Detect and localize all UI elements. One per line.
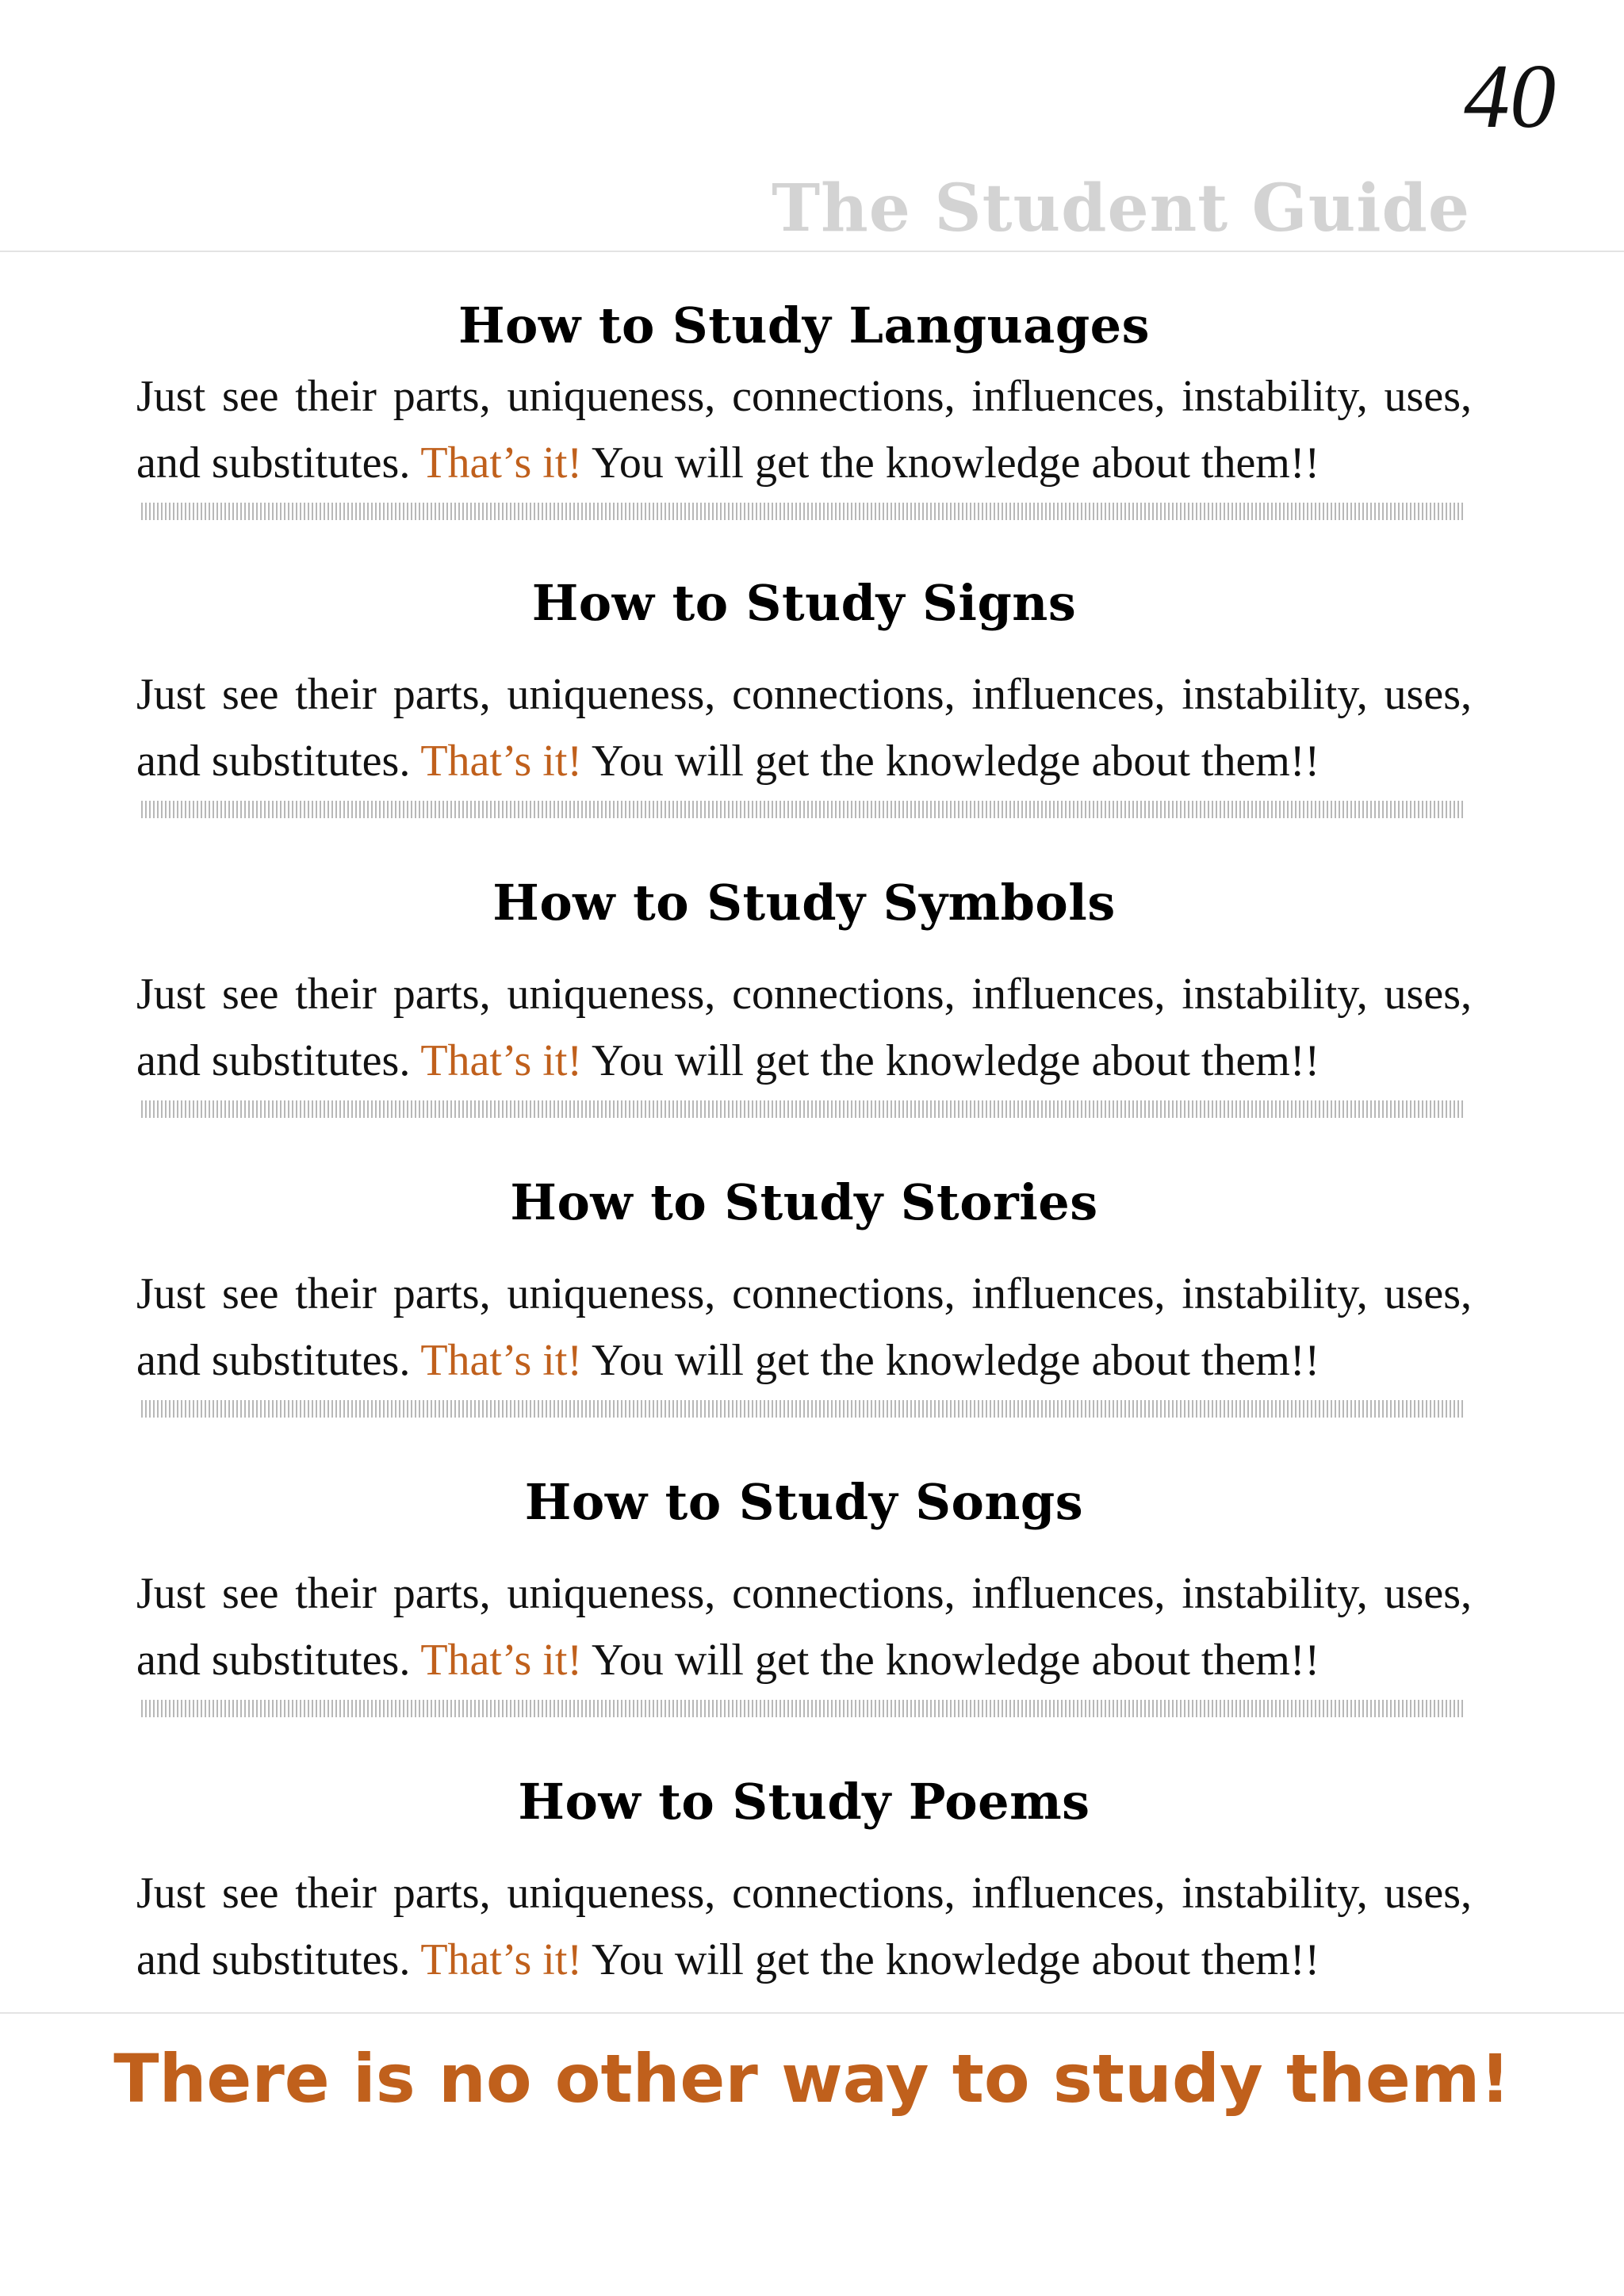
body-accent: That’s it! [420,1336,583,1385]
section-heading: How to Study Signs [531,574,1077,632]
body-text: You will get the knowledge about them!! [582,1336,1320,1385]
section-divider [141,1100,1465,1118]
section-divider [141,801,1465,818]
body-accent: That’s it! [420,1935,583,1984]
section-heading: How to Study Languages [458,297,1151,354]
section-poems [136,1773,1472,1993]
body-accent: That’s it! [420,1636,583,1685]
section-body [136,363,1472,496]
section-heading: How to Study Stories [510,1173,1098,1231]
body-text: Just see their parts, uniqueness, connections, influences, instability, uses, and substitutes. [136,1869,1472,1984]
body-text: You will get the knowledge about them!! [582,1636,1320,1685]
running-title: The Student Guide [772,170,1470,247]
section-body [136,1860,1472,1993]
body-text: You will get the knowledge about them!! [582,1935,1320,1984]
footer-rule [0,2012,1624,2014]
section-divider [141,1400,1465,1418]
body-text: Just see their parts, uniqueness, connections, influences, instability, uses, and substitutes. [136,670,1472,786]
section-body [136,661,1472,794]
section-body [136,1560,1472,1693]
body-text: Just see their parts, uniqueness, connections, influences, instability, uses, and substitutes. [136,970,1472,1085]
section-heading: How to Study Poems [518,1773,1090,1831]
closing-statement: There is no other way to study them! [113,2040,1511,2118]
body-text: Just see their parts, uniqueness, connections, influences, instability, uses, and substitutes. [136,1269,1472,1385]
body-text: You will get the knowledge about them!! [582,438,1320,488]
body-text: Just see their parts, uniqueness, connections, influences, instability, uses, and substitutes. [136,372,1472,488]
body-text: You will get the knowledge about them!! [582,1036,1320,1085]
section-body [136,961,1472,1094]
section-stories [136,1173,1472,1418]
section-heading: How to Study Songs [524,1473,1084,1531]
body-text: Just see their parts, uniqueness, connections, influences, instability, uses, and substitutes. [136,1569,1472,1685]
section-body [136,1261,1472,1394]
section-songs [136,1473,1472,1717]
body-accent: That’s it! [420,438,583,488]
body-text: You will get the knowledge about them!! [582,737,1320,786]
header-rule [0,251,1624,252]
section-languages [136,297,1472,520]
section-divider [141,1700,1465,1717]
section-signs [136,574,1472,818]
page-number: 40 [1464,46,1556,147]
body-accent: That’s it! [420,737,583,786]
body-accent: That’s it! [420,1036,583,1085]
section-symbols [136,874,1472,1118]
section-heading: How to Study Symbols [492,874,1116,932]
section-divider [141,503,1465,520]
